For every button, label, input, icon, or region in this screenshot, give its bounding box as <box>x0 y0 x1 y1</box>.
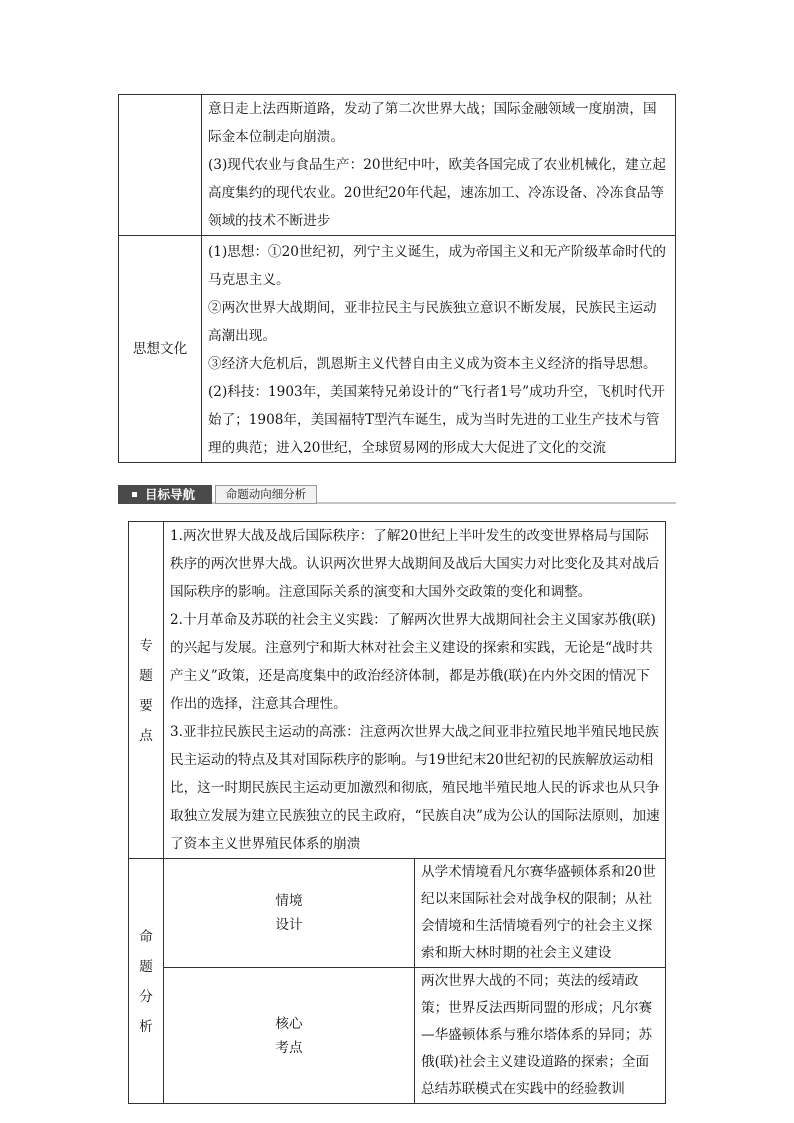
banner-secondary-label: 命题动向细分析 <box>215 485 317 504</box>
row-label-thought-culture: 思想文化 <box>119 236 202 463</box>
banner-primary <box>118 485 212 504</box>
paragraph: 2.十月革命及苏联的社会主义实践：了解两次世界大战期间社会主义国家苏俄(联)的兴起与发展。注意列宁和斯大林对社会主义建设的探索和实践，无论是“战时共产主义”政策，还是高度集中的政治经济体制，都是苏俄(联)在内外交困的情况下作出的选择，注意其合理性。 <box>170 612 656 712</box>
paragraph: 3.亚非拉民族民主运动的高涨：注意两次世界大战之间亚非拉殖民地半殖民地民族民主运动的特点及其对国际秩序的影响。与19世纪末20世纪初的民族解放运动相比，这一时期民族民主运动更加激烈和彻底，殖民地半殖民地人民的诉求也从只争取独立发展为建立民族独立的民主政府，“民族自决”成为公认的国际法原则，加速了资本主义世界殖民体系的崩溃 <box>170 724 660 852</box>
banner-primary-label: 目标导航 <box>145 487 196 502</box>
paragraph: 两次世界大战的不同；英法的绥靖政策；世界反法西斯同盟的形成；凡尔赛—华盛顿体系与雅尔塔体系的异同；苏俄(联)社会主义建设道路的探索；全面总结苏联模式在实践中的经验教训 <box>421 973 653 1097</box>
paragraph: (1)思想：①20世纪初，列宁主义诞生，成为帝国主义和无产阶级革命时代的马克思主义。 <box>208 244 666 288</box>
table-row <box>129 859 666 968</box>
history-overview-table <box>118 94 676 463</box>
paragraph: (2)科技：1903年，美国莱特兄弟设计的“飞行者1号”成功升空，飞机时代开始了；1908年，美国福特T型汽车诞生，成为当时先进的工业生产技术与管理的典范；进入20世纪，全球贸易网的形成大大促进了文化的交流 <box>208 384 666 456</box>
table-row <box>119 236 676 463</box>
scenario-design-label: 情境 设计 <box>164 859 415 968</box>
core-topics-content <box>415 968 666 1104</box>
table-row <box>129 522 666 859</box>
paragraph: ③经济大危机后，凯恩斯主义代替自由主义成为资本主义经济的指导思想。 <box>208 356 657 372</box>
table-row <box>129 968 666 1104</box>
paragraph: 1.两次世界大战及战后国际秩序：了解20世纪上半叶发生的改变世界格局与国际秩序的两次世界大战。认识两次世界大战期间及战后大国实力对比变化及其对战后国际秩序的影响。注意国际关系的演变和大国外交政策的变化和调整。 <box>170 528 660 600</box>
paragraph: (3)现代农业与食品生产：20世纪中叶，欧美各国完成了农业机械化，建立起高度集约的现代农业。20世纪20年代起，速冻加工、冷冻设备、冷冻食品等领域的技术不断进步 <box>208 157 666 229</box>
key-points-content <box>164 522 666 859</box>
square-bullet-icon <box>132 492 137 497</box>
section-banner <box>118 485 676 503</box>
row-content <box>202 95 676 236</box>
paragraph: 意日走上法西斯道路，发动了第二次世界大战；国际金融领域一度崩溃，国际金本位制走向崩溃。 <box>208 101 657 145</box>
paragraph: 从学术情境看凡尔赛华盛顿体系和20世纪以来国际社会对战争权的限制；从社会情境和生活情境看列宁的社会主义探索和斯大林时期的社会主义建设 <box>421 864 656 961</box>
target-navigation-table <box>128 521 666 1104</box>
key-points-label: 专 题 要 点 <box>129 522 164 859</box>
row-label <box>119 95 202 236</box>
table-row <box>119 95 676 236</box>
paragraph: ②两次世界大战期间，亚非拉民主与民族独立意识不断发展，民族民主运动高潮出现。 <box>208 300 657 344</box>
row-content <box>202 236 676 463</box>
scenario-design-content <box>415 859 666 968</box>
core-topics-label: 核心 考点 <box>164 968 415 1104</box>
analysis-label: 命 题 分 析 <box>129 859 164 1104</box>
